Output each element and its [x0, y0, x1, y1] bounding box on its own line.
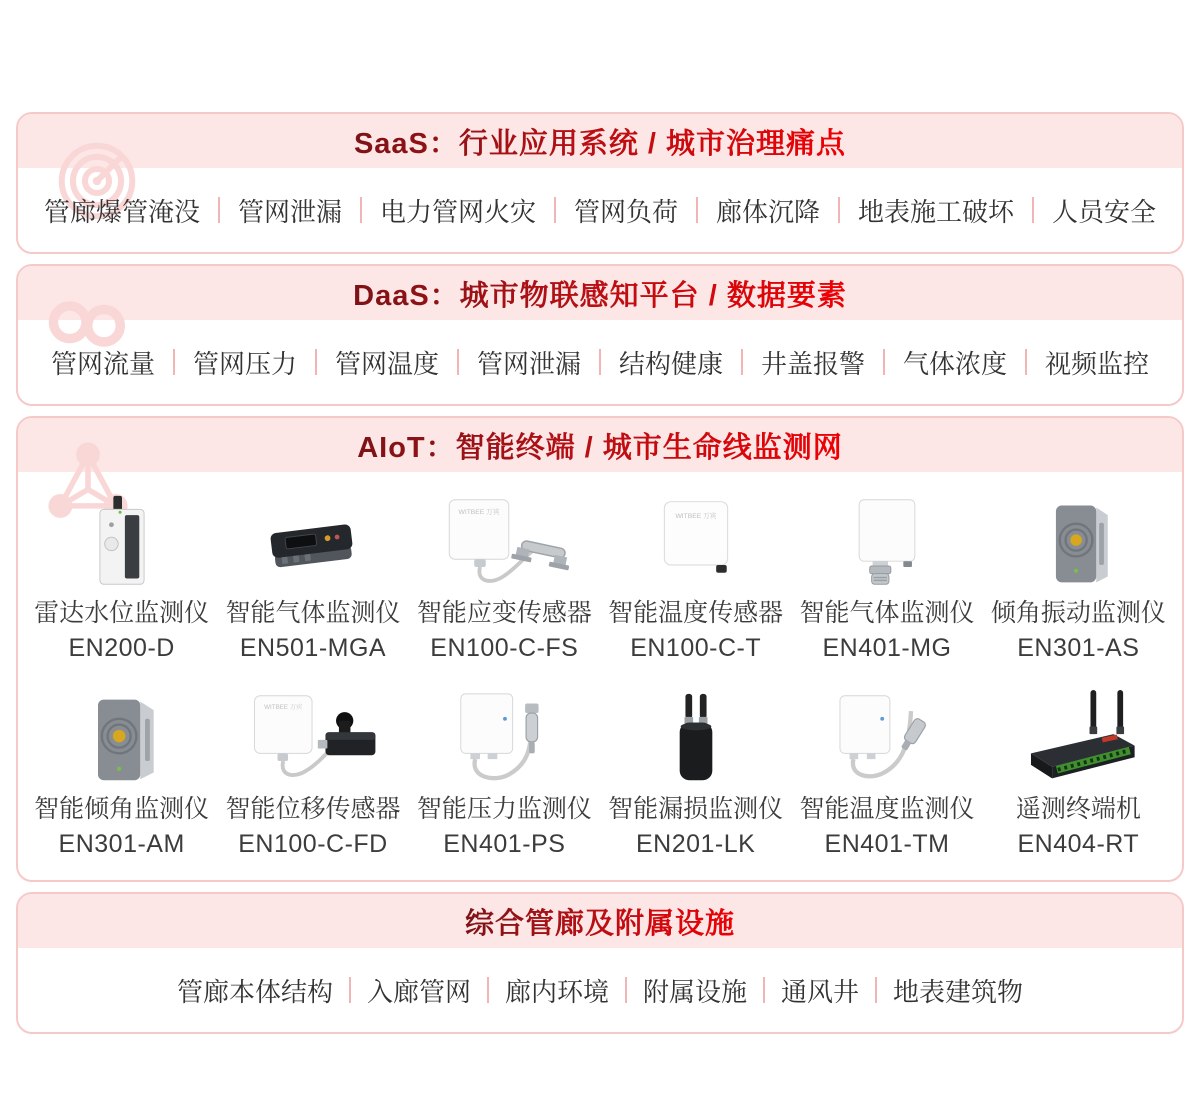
- product-model: EN301-AS: [1017, 634, 1140, 662]
- product-card: [983, 494, 1174, 666]
- list-item: 管网泄漏: [219, 192, 361, 229]
- list-item: 廊体沉降: [697, 192, 839, 229]
- list-item: 入廊管网: [350, 972, 488, 1009]
- product-card: [983, 690, 1174, 862]
- product-image-en200-d: [47, 494, 197, 590]
- section-saas: [16, 112, 1184, 254]
- product-model: EN401-MG: [822, 634, 952, 662]
- product-image-en501-mga: [238, 494, 388, 590]
- product-name: 倾角振动监测仪: [990, 599, 1166, 627]
- product-name: 智能温度监测仪: [799, 795, 975, 823]
- product-card: [600, 494, 791, 666]
- section-gallery: [16, 892, 1184, 1034]
- product-card: [409, 690, 600, 862]
- list-item: 视频监控: [1026, 344, 1168, 381]
- item-list: [18, 948, 1182, 1032]
- list-item: 管廊爆管淹没: [43, 196, 200, 227]
- list-item: 结构健康: [600, 344, 742, 381]
- section-title: AIoT：智能终端 / 城市生命线监测网: [357, 425, 843, 466]
- product-image-en100-c-fd: [238, 690, 388, 786]
- section-daas: [16, 264, 1184, 406]
- product-name: 智能漏损监测仪: [608, 795, 784, 823]
- product-image-en100-c-fs: [429, 494, 579, 590]
- product-name: 智能压力监测仪: [416, 795, 592, 823]
- product-model: EN201-LK: [635, 830, 756, 858]
- product-model: EN301-AM: [58, 830, 185, 858]
- list-item: 管网温度: [316, 344, 458, 381]
- section-title: SaaS：行业应用系统 / 城市治理痛点: [354, 121, 846, 162]
- item-list: [18, 168, 1182, 252]
- product-name: 遥测终端机: [1015, 795, 1141, 823]
- product-image-en100-c-t: [621, 494, 771, 590]
- product-model: EN401-TM: [824, 830, 950, 858]
- product-card: [26, 494, 217, 666]
- list-item: 气体浓度: [884, 344, 1026, 381]
- product-model: EN401-PS: [443, 830, 566, 858]
- product-model: EN404-RT: [1017, 830, 1140, 858]
- list-item: 通风井: [764, 972, 876, 1009]
- section-title: 综合管廊及附属设施: [465, 901, 735, 942]
- product-card: [791, 690, 982, 862]
- section-aiot-header: [18, 418, 1182, 472]
- svg-text:WITBEE 万宾: WITBEE 万宾: [264, 704, 303, 712]
- list-item: 管网流量: [50, 348, 155, 379]
- product-name: 智能气体监测仪: [225, 599, 401, 627]
- section-saas-header: [18, 114, 1182, 168]
- list-item: 地表施工破坏: [839, 192, 1033, 229]
- list-item: 管网压力: [174, 344, 316, 381]
- product-image-en301-am: [47, 690, 197, 786]
- section-title: DaaS：城市物联感知平台 / 数据要素: [353, 273, 847, 314]
- list-item: 管网负荷: [555, 192, 697, 229]
- product-name: 智能气体监测仪: [799, 599, 975, 627]
- product-name: 智能位移传感器: [225, 795, 401, 823]
- section-daas-header: [18, 266, 1182, 320]
- product-name: 智能应变传感器: [416, 599, 592, 627]
- product-card: [791, 494, 982, 666]
- list-item: 管网泄漏: [458, 344, 600, 381]
- product-card: [217, 494, 408, 666]
- product-model: EN501-MGA: [239, 634, 387, 662]
- list-item: 地表建筑物: [876, 972, 1040, 1009]
- product-card: [409, 494, 600, 666]
- product-grid: [18, 472, 1182, 880]
- list-item: 附属设施: [626, 972, 764, 1009]
- product-model: EN200-D: [68, 634, 175, 662]
- svg-text:WITBEE 万宾: WITBEE 万宾: [675, 513, 717, 520]
- product-image-en401-mg: [812, 494, 962, 590]
- product-name: 智能温度传感器: [608, 599, 784, 627]
- item-list: [18, 320, 1182, 404]
- product-card: [26, 690, 217, 862]
- product-model: EN100-C-FS: [430, 634, 579, 662]
- product-card: [600, 690, 791, 862]
- product-image-en301-as: [1003, 494, 1153, 590]
- section-gallery-header: [18, 894, 1182, 948]
- product-image-en401-ps: [429, 690, 579, 786]
- list-item: 廊内环境: [488, 972, 626, 1009]
- list-item: 人员安全: [1033, 192, 1175, 229]
- list-item: 井盖报警: [742, 344, 884, 381]
- section-aiot: [16, 416, 1184, 882]
- list-item: 电力管网火灾: [361, 192, 555, 229]
- list-item: 管廊本体结构: [176, 976, 333, 1007]
- product-image-en404-rt: [1003, 690, 1153, 786]
- product-model: EN100-C-FD: [238, 830, 388, 858]
- product-model: EN100-C-T: [630, 634, 762, 662]
- product-card: [217, 690, 408, 862]
- product-name: 智能倾角监测仪: [34, 795, 210, 823]
- product-image-en201-lk: [621, 690, 771, 786]
- product-image-en401-tm: [812, 690, 962, 786]
- svg-text:WITBEE 万宾: WITBEE 万宾: [458, 509, 500, 517]
- product-name: 雷达水位监测仪: [34, 599, 210, 627]
